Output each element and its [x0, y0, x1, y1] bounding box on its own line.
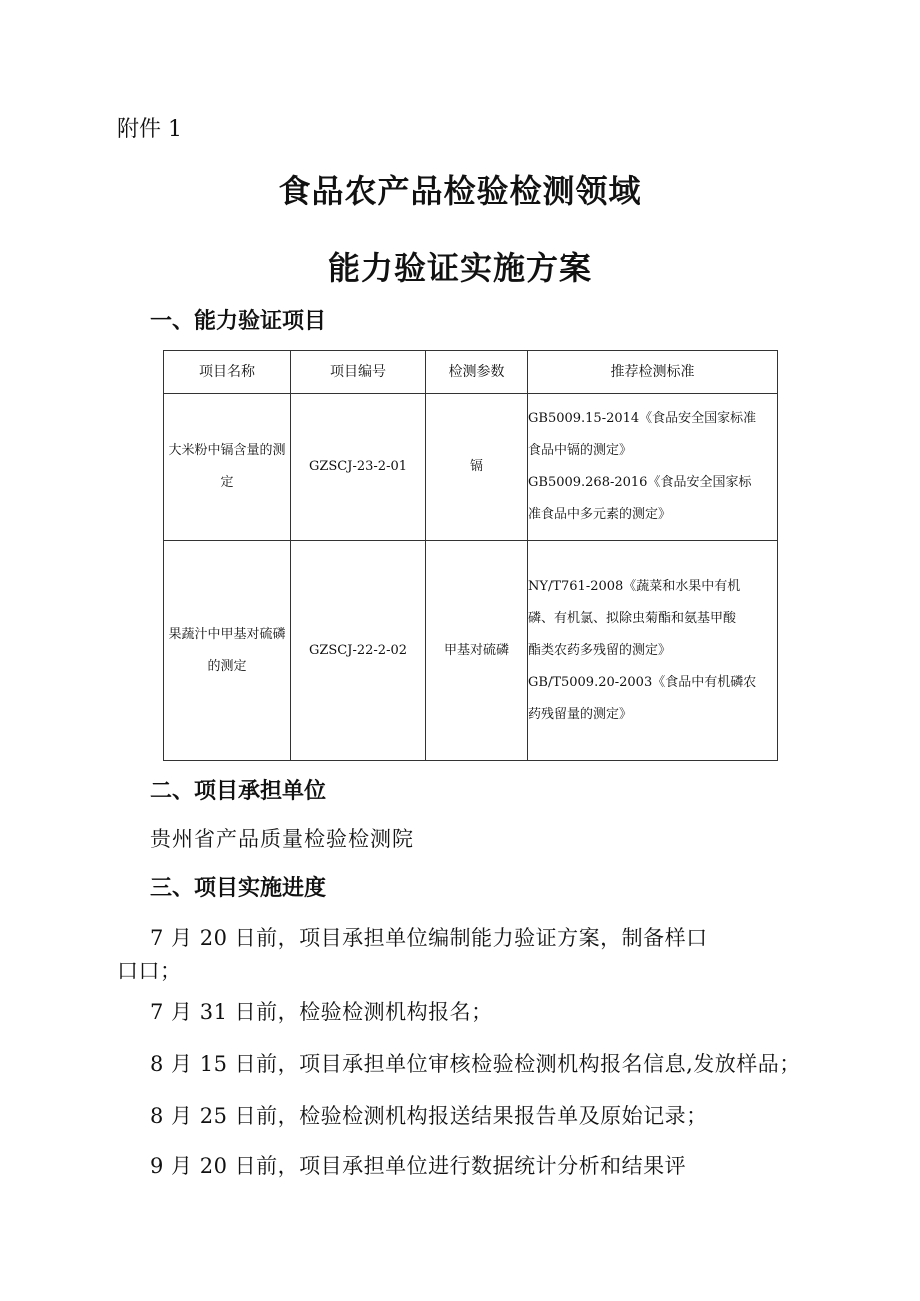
section2-heading: 二、项目承担单位: [150, 779, 327, 804]
header-param: 检测参数: [426, 351, 528, 394]
standard-line: 酯类农药多残留的测定》: [528, 642, 672, 658]
item-param: 甲基对硫磷: [426, 541, 528, 761]
responsible-organization: 贵州省产品质量检验检测院: [150, 827, 414, 851]
standard-line: 药残留量的测定》: [528, 706, 633, 722]
standard-line: NY/T761-2008《蔬菜和水果中有机: [528, 578, 741, 594]
standard-line: GB5009.268-2016《食品安全国家标: [528, 475, 752, 490]
item-name: 大米粉中镉含量的测定: [164, 394, 291, 541]
header-code: 项目编号: [291, 351, 426, 394]
schedule-item: 8 月 25 日前，检验检测机构报送结果报告单及原始记录；: [150, 1104, 708, 1128]
item-param: 镉: [426, 394, 528, 541]
standard-line: GB/T5009.20-2003《食品中有机磷农: [528, 674, 757, 690]
header-standard: 推荐检测标准: [528, 351, 778, 394]
header-name: 项目名称: [164, 351, 291, 394]
section1-heading: 一、能力验证项目: [150, 309, 327, 334]
schedule-item: 8 月 15 日前，项目承担单位审核检验检测机构报名信息,发放样品；: [150, 1052, 801, 1076]
document-title-line2: 能力验证实施方案: [327, 249, 592, 287]
table-row: [164, 394, 778, 541]
item-code: GZSCJ-22-2-02: [291, 541, 426, 761]
table-row: [164, 541, 778, 761]
item-standards: [528, 541, 778, 761]
standard-line: 磷、有机氯、拟除虫菊酯和氨基甲酸: [528, 610, 737, 626]
standard-line: GB5009.15-2014《食品安全国家标准: [528, 411, 757, 426]
schedule-item: 9 月 20 日前，项目承担单位进行数据统计分析和结果评: [150, 1154, 687, 1178]
item-code: GZSCJ-23-2-01: [291, 394, 426, 541]
standard-line: 准食品中多元素的测定》: [528, 507, 672, 522]
items-table: [163, 350, 778, 761]
schedule-item: 7 月 31 日前，检验检测机构报名；: [150, 1000, 493, 1024]
schedule-item: 7 月 20 日前，项目承担单位编制能力验证方案，制备样口: [150, 926, 708, 950]
item-name: 果蔬汁中甲基对硫磷的测定: [164, 541, 291, 761]
schedule-item-continued: 口口；: [117, 959, 182, 983]
table-header-row: [164, 351, 778, 394]
item-standards: [528, 394, 778, 541]
document-title-line1: 食品农产品检验检测领域: [278, 172, 642, 210]
standard-line: 食品中镉的测定》: [528, 443, 633, 458]
section3-heading: 三、项目实施进度: [150, 876, 327, 901]
attachment-label: 附件 1: [117, 117, 182, 142]
